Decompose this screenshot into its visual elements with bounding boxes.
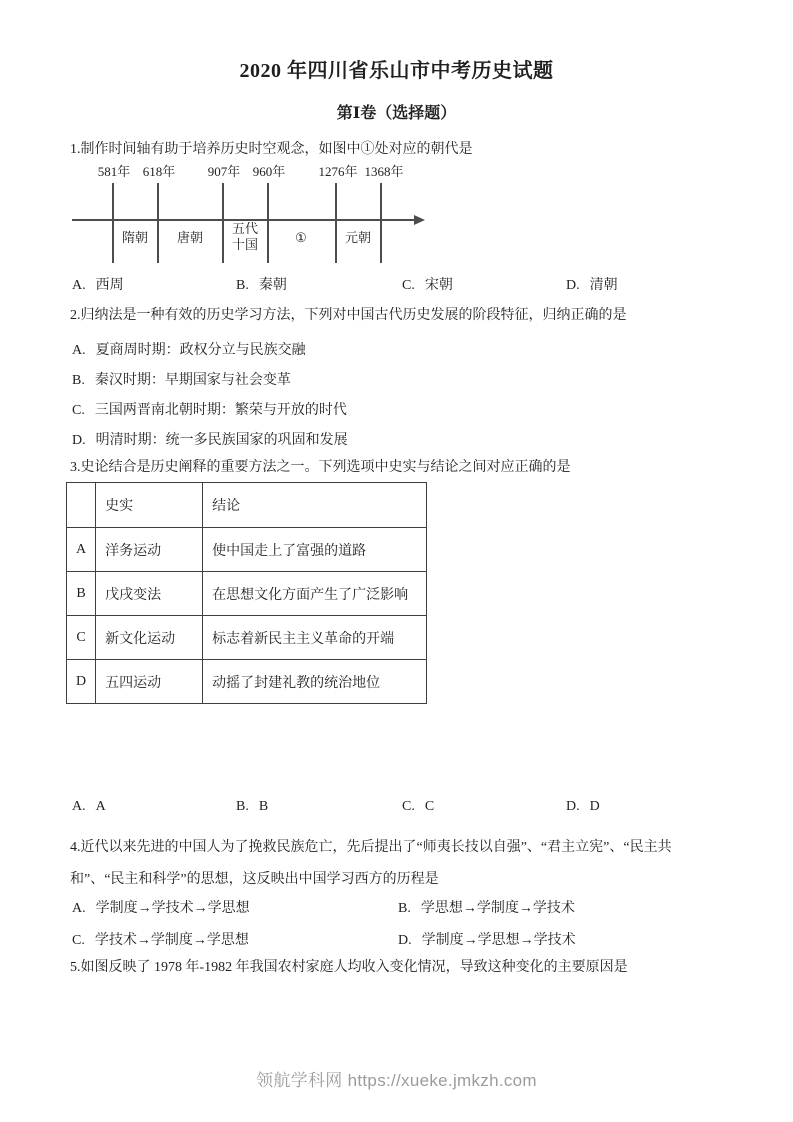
timeline-year-label: 1368年 <box>364 164 404 179</box>
option-text: 清朝 <box>589 278 618 293</box>
question-2-text: 2.归纳法是一种有效的历史学习方法，下列对中国古代历史发展的阶段特征，归纳正确的是 <box>70 308 627 323</box>
row-fact: 洋务运动 <box>96 528 203 572</box>
row-fact: 新文化运动 <box>96 616 203 660</box>
option-label: C. <box>72 403 85 418</box>
timeline-tick <box>267 183 269 263</box>
timeline-tick <box>222 183 224 263</box>
option-text: 学制度→学思想→学技术 <box>421 933 576 948</box>
table-header-row <box>67 483 427 528</box>
question-1-text: 1.制作时间轴有助于培养历史时空观念，如图中①处对应的朝代是 <box>70 142 473 157</box>
option-text: 学制度→学技术→学思想 <box>95 901 250 916</box>
timeline-tick <box>157 183 159 263</box>
option-a <box>72 797 236 817</box>
option-label: D. <box>72 433 86 448</box>
timeline-year-label: 581年 <box>97 164 131 179</box>
table-header-cell: 史实 <box>96 483 203 528</box>
row-fact: 戊戌变法 <box>96 572 203 616</box>
timeline-arrowhead-icon <box>414 215 425 225</box>
row-conclusion: 使中国走上了富强的道路 <box>203 528 427 572</box>
facts-conclusions-table <box>66 482 427 704</box>
option-text: A <box>95 799 106 814</box>
table-row <box>67 528 427 572</box>
row-key: B <box>67 572 96 616</box>
timeline-period-label: 唐朝 <box>176 230 204 245</box>
option-d <box>566 797 723 817</box>
option-label: B. <box>398 901 411 916</box>
option-label: A. <box>72 799 86 814</box>
timeline-year-label: 960年 <box>252 164 286 179</box>
option-text: 三国两晋南北朝时期：繁荣与开放的时代 <box>94 403 347 418</box>
table-header-cell: 结论 <box>203 483 427 528</box>
page-title: 2020 年四川省乐山市中考历史试题 <box>239 60 554 82</box>
timeline-year-label: 618年 <box>142 164 176 179</box>
timeline-period-label: 隋朝 <box>121 230 149 245</box>
question-4-options-row-1 <box>70 899 723 919</box>
option-text: 学技术→学制度→学思想 <box>94 933 249 948</box>
question-5-text: 5.如图反映了 1978 年-1982 年我国农村家庭人均收入变化情况，导致这种变化的主要原因是 <box>70 960 628 975</box>
timeline-tick <box>335 183 337 263</box>
timeline-tick <box>112 183 114 263</box>
table-header-cell <box>67 483 96 528</box>
option-text: B <box>258 799 269 814</box>
question-1-options <box>70 276 723 296</box>
option-a <box>72 276 236 296</box>
timeline-period-label: ① <box>295 230 307 245</box>
question-3-text: 3.史论结合是历史阐释的重要方法之一。下列选项中史实与结论之间对应正确的是 <box>70 460 571 475</box>
option-c <box>402 797 566 817</box>
row-fact: 五四运动 <box>96 660 203 704</box>
option-text: 西周 <box>95 278 124 293</box>
section-title: 第Ⅰ卷（选择题） <box>336 105 457 122</box>
question-2-option-a <box>70 341 723 361</box>
timeline-year-label: 907年 <box>207 164 241 179</box>
option-label: A. <box>72 343 86 358</box>
row-key: D <box>67 660 96 704</box>
option-b <box>236 276 402 296</box>
option-b <box>398 899 723 919</box>
timeline-period-label: 元朝 <box>344 230 372 245</box>
option-c <box>72 931 398 951</box>
option-label: D. <box>398 933 412 948</box>
option-text: D <box>589 799 600 814</box>
row-key: C <box>67 616 96 660</box>
option-text: 秦朝 <box>258 278 287 293</box>
watermark: 领航学科网 https://xueke.jmkzh.com <box>256 1071 537 1090</box>
timeline-year-label: 1276年 <box>318 164 358 179</box>
option-text: 明清时期：统一多民族国家的巩固和发展 <box>95 433 348 448</box>
question-2-option-b <box>70 371 723 391</box>
option-d <box>398 931 723 951</box>
option-label: A. <box>72 901 86 916</box>
option-a <box>72 899 398 919</box>
option-label: B. <box>236 799 249 814</box>
option-label: A. <box>72 278 86 293</box>
question-2-option-d <box>70 431 723 451</box>
option-text: 秦汉时期：早期国家与社会变革 <box>94 373 291 388</box>
option-text: 学思想→学制度→学技术 <box>420 901 575 916</box>
table-row <box>67 572 427 616</box>
option-b <box>236 797 402 817</box>
option-label: D. <box>566 278 580 293</box>
timeline-tick <box>380 183 382 263</box>
question-4-options-row-2 <box>70 931 723 951</box>
option-label: C. <box>402 799 415 814</box>
option-d <box>566 276 723 296</box>
option-text: C <box>424 799 435 814</box>
option-label: B. <box>72 373 85 388</box>
timeline-period-label: 五代十国 <box>231 221 258 252</box>
option-c <box>402 276 566 296</box>
option-label: C. <box>402 278 415 293</box>
row-key: A <box>67 528 96 572</box>
option-text: 宋朝 <box>424 278 453 293</box>
table-row <box>67 660 427 704</box>
question-2-option-c <box>70 401 723 421</box>
option-label: D. <box>566 799 580 814</box>
timeline-diagram <box>70 163 450 269</box>
row-conclusion: 标志着新民主主义革命的开端 <box>203 616 427 660</box>
table-row <box>67 616 427 660</box>
question-3-options <box>70 797 723 817</box>
row-conclusion: 动摇了封建礼教的统治地位 <box>203 660 427 704</box>
option-label: B. <box>236 278 249 293</box>
option-text: 夏商周时期：政权分立与民族交融 <box>95 343 306 358</box>
option-label: C. <box>72 933 85 948</box>
row-conclusion: 在思想文化方面产生了广泛影响 <box>203 572 427 616</box>
question-4-text: 4.近代以来先进的中国人为了挽救民族危亡，先后提出了“师夷长技以自强”、“君主立宪”、“民主共和”、“民主和科学”的思想，这反映出中国学习西方的历程是 <box>70 840 672 887</box>
